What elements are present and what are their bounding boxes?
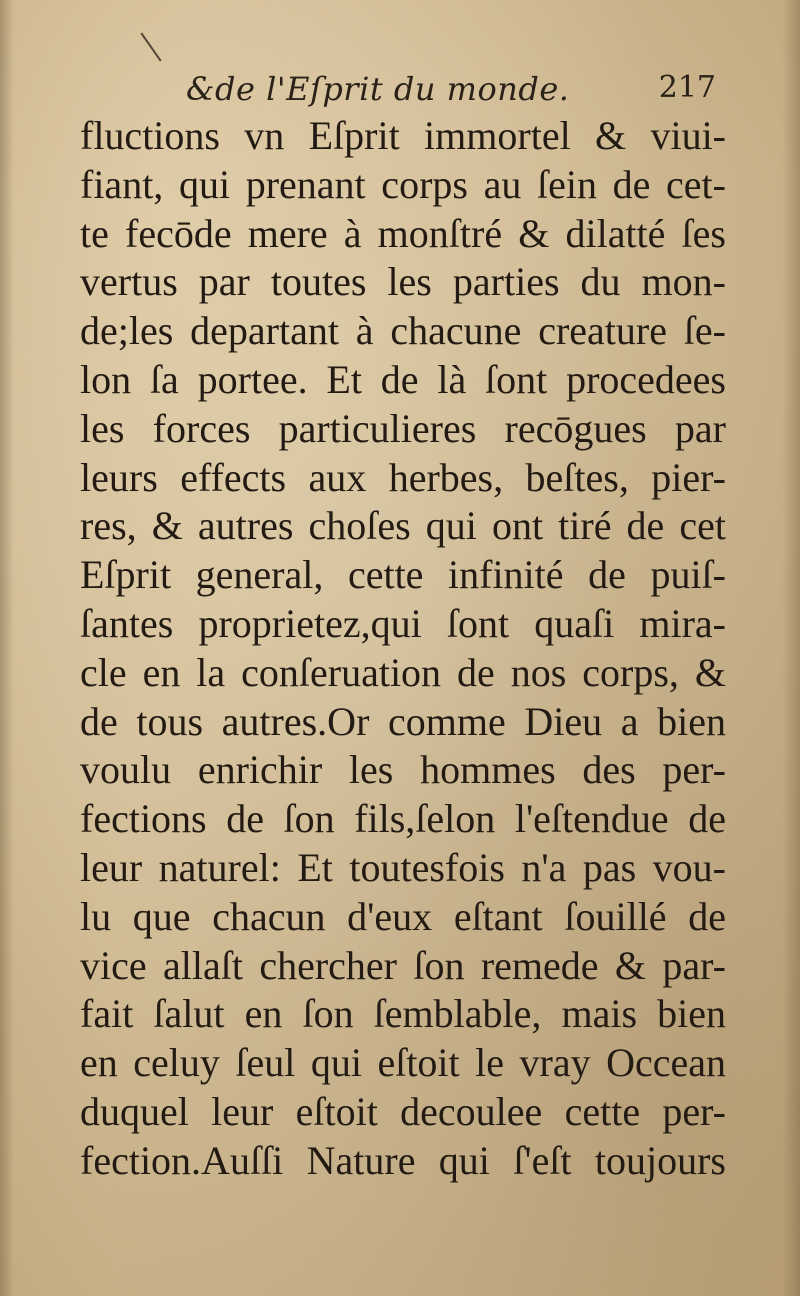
text-line: fection.Auſſi Nature qui ſ'eſt toujours bbox=[80, 1137, 726, 1183]
text-line: lu que chacun d'eux eſtant ſouillé de bbox=[80, 893, 726, 939]
body-text bbox=[80, 112, 726, 1186]
text-line: en celuy ſeul qui eſtoit le vray Occean bbox=[80, 1040, 726, 1086]
text-line: fluctions vn Eſprit immortel & viui- bbox=[80, 113, 726, 158]
text-line: lon ſa portee. Et de là ſont procedees bbox=[80, 356, 726, 402]
text-line: duquel leur eſtoit decoulee cette per- bbox=[80, 1088, 726, 1134]
text-line: de;les departant à chacune creature ſe- bbox=[80, 308, 726, 354]
text-line: vice allaſt chercher ſon remede & par- bbox=[80, 942, 726, 988]
running-title: &de l'Eſprit du monde. bbox=[186, 70, 570, 108]
text-line: fait ſalut en ſon ſemblable, mais bien bbox=[80, 991, 726, 1037]
text-line: Eſprit general, cette infinité de puiſ- bbox=[80, 552, 726, 598]
ink-mark bbox=[140, 33, 161, 62]
running-head bbox=[186, 66, 716, 116]
text-line: ſantes proprietez,qui ſont quaſi mira- bbox=[80, 600, 726, 646]
text-line: te fecōde mere à monſtré & dilatté ſes bbox=[80, 210, 726, 256]
text-line: de tous autres.Or comme Dieu a bien bbox=[80, 698, 726, 744]
text-line: fiant, qui prenant corps au ſein de cet- bbox=[80, 161, 726, 207]
text-line: leur naturel: Et toutesfois n'a pas vou- bbox=[80, 844, 726, 890]
text-line: voulu enrichir les hommes des per- bbox=[80, 747, 726, 793]
text-line: res, & autres choſes qui ont tiré de cet bbox=[80, 503, 726, 549]
page-number: 217 bbox=[658, 70, 716, 105]
text-line: fections de ſon fils,ſelon l'eſtendue de bbox=[80, 796, 726, 842]
text-line: cle en la conſeruation de nos corps, & bbox=[80, 649, 726, 695]
text-line: les forces particulieres recōgues par bbox=[80, 405, 726, 451]
text-line: leurs effects aux herbes, beſtes, pier- bbox=[80, 454, 726, 500]
text-line: vertus par toutes les parties du mon- bbox=[80, 259, 726, 305]
